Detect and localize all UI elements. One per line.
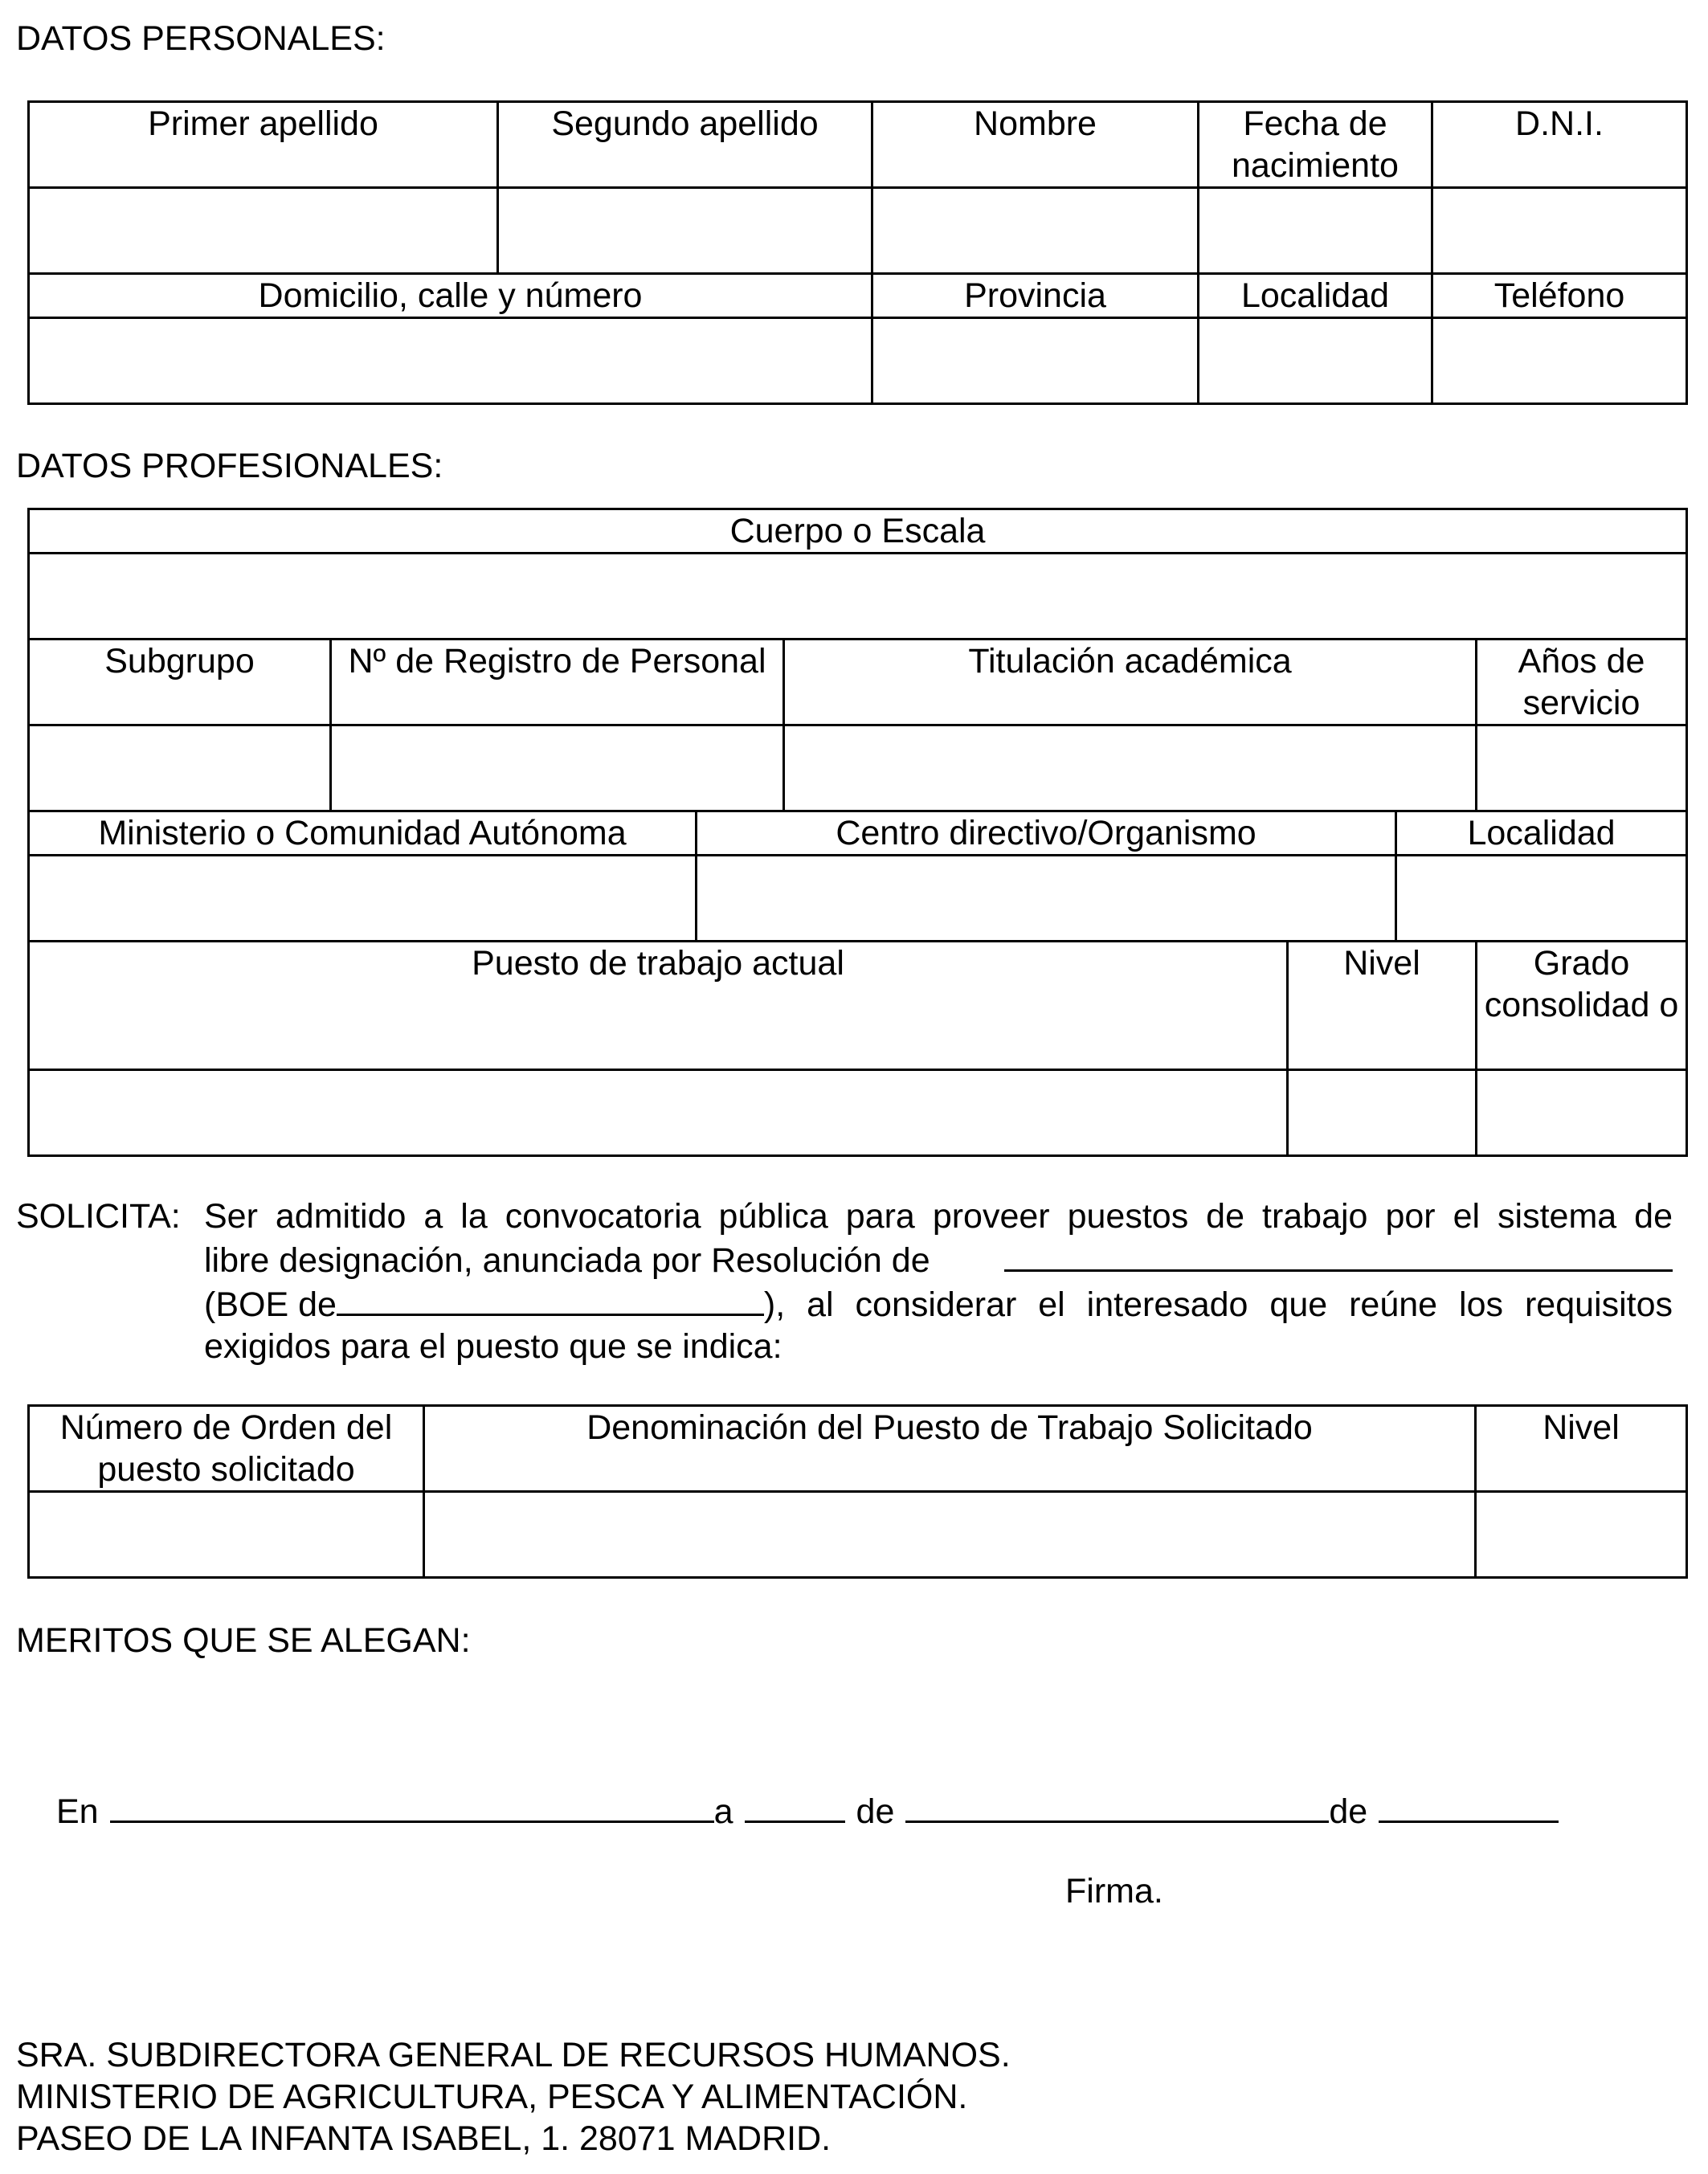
puesto-actual-field[interactable] [29, 1070, 1288, 1156]
de-label-1: de [856, 1792, 895, 1831]
resolucion-blank[interactable] [1004, 1237, 1673, 1272]
address-line-3: PASEO DE LA INFANTA ISABEL, 1. 28071 MADRID. [16, 2119, 832, 2158]
localidad-prof-field[interactable] [1396, 856, 1687, 942]
telefono-field[interactable] [1432, 318, 1687, 404]
header-centro-directivo: Centro directivo/Organismo [697, 811, 1396, 856]
header-primer-apellido: Primer apellido [29, 102, 498, 188]
solicita-line-4: exigidos para el puesto que se indica: [204, 1327, 782, 1366]
place-blank[interactable] [110, 1788, 714, 1823]
header-nivel-solicitado: Nivel [1476, 1406, 1687, 1492]
domicilio-field[interactable] [29, 318, 872, 404]
header-cuerpo-escala: Cuerpo o Escala [29, 509, 1687, 554]
denominacion-field[interactable] [424, 1492, 1476, 1578]
header-fecha-nacimiento: Fecha de nacimiento [1199, 102, 1432, 188]
en-label: En [56, 1792, 99, 1831]
registro-personal-field[interactable] [331, 725, 784, 811]
localidad-field[interactable] [1199, 318, 1432, 404]
boe-date-blank[interactable] [337, 1281, 764, 1316]
segundo-apellido-field[interactable] [498, 188, 872, 274]
fecha-nacimiento-field[interactable] [1199, 188, 1432, 274]
nombre-field[interactable] [872, 188, 1199, 274]
address-block [16, 2034, 1011, 2160]
dni-field[interactable] [1432, 188, 1687, 274]
titulacion-field[interactable] [784, 725, 1477, 811]
personal-data-heading: DATOS PERSONALES: [16, 19, 386, 58]
professional-data-heading: DATOS PROFESIONALES: [16, 447, 443, 485]
centro-directivo-field[interactable] [697, 856, 1396, 942]
provincia-field[interactable] [872, 318, 1199, 404]
solicita-line-2-words: libre designación, anunciada por Resolución de [204, 1241, 930, 1280]
header-localidad: Localidad [1199, 274, 1432, 318]
anos-servicio-field[interactable] [1477, 725, 1687, 811]
day-blank[interactable] [745, 1788, 845, 1823]
header-grado-consolidado: Grado consolidad o [1477, 942, 1687, 1070]
header-anos-servicio: Años de servicio [1477, 640, 1687, 725]
header-provincia: Provincia [872, 274, 1199, 318]
solicita-label: SOLICITA: [16, 1197, 181, 1236]
address-line-2: MINISTERIO DE AGRICULTURA, PESCA Y ALIMENTACIÓN. [16, 2078, 968, 2116]
header-localidad-prof: Localidad [1396, 811, 1687, 856]
a-label: a [713, 1792, 733, 1831]
solicita-line-1: Ser admitido a la convocatoria pública para proveer puestos de trabajo por el sistema de [204, 1197, 1673, 1236]
header-denominacion: Denominación del Puesto de Trabajo Solicitado [424, 1406, 1476, 1492]
ministerio-field[interactable] [29, 856, 697, 942]
solicita-line-3-text: ), al considerar el interesado que reúne los requisitos [763, 1285, 1673, 1324]
header-dni: D.N.I. [1432, 102, 1687, 188]
numero-orden-field[interactable] [29, 1492, 424, 1578]
solicita-line-2 [204, 1237, 1673, 1281]
subgrupo-field[interactable] [29, 725, 331, 811]
firma-label: Firma. [1065, 1872, 1163, 1910]
merits-heading: MERITOS QUE SE ALEGAN: [16, 1621, 471, 1660]
grado-consolidado-field[interactable] [1477, 1070, 1687, 1156]
header-nivel: Nivel [1288, 942, 1477, 1070]
nivel-solicitado-field[interactable] [1476, 1492, 1687, 1578]
cuerpo-escala-field[interactable] [29, 554, 1687, 640]
month-blank[interactable] [905, 1788, 1329, 1823]
header-puesto-actual: Puesto de trabajo actual [29, 942, 1288, 1070]
header-subgrupo: Subgrupo [29, 640, 331, 725]
header-nombre: Nombre [872, 102, 1199, 188]
nivel-field[interactable] [1288, 1070, 1477, 1156]
header-telefono: Teléfono [1432, 274, 1687, 318]
header-numero-orden: Número de Orden del puesto solicitado [29, 1406, 424, 1492]
header-segundo-apellido: Segundo apellido [498, 102, 872, 188]
header-titulacion: Titulación académica [784, 640, 1477, 725]
header-domicilio: Domicilio, calle y número [29, 274, 872, 318]
primer-apellido-field[interactable] [29, 188, 498, 274]
solicita-line-3 [204, 1281, 1673, 1326]
address-line-1: SRA. SUBDIRECTORA GENERAL DE RECURSOS HUMANOS. [16, 2036, 1011, 2074]
personal-data-table [27, 100, 1688, 405]
header-registro-personal: Nº de Registro de Personal [331, 640, 784, 725]
de-label-2: de [1329, 1792, 1368, 1831]
solicita-text [204, 1195, 1673, 1367]
header-ministerio: Ministerio o Comunidad Autónoma [29, 811, 697, 856]
boe-label: (BOE de [204, 1285, 337, 1324]
professional-data-table [27, 508, 1688, 1157]
request-table [27, 1404, 1688, 1579]
solicita-line-2-text [204, 1240, 1004, 1281]
signature-line [56, 1788, 1559, 1833]
year-blank[interactable] [1379, 1788, 1559, 1823]
